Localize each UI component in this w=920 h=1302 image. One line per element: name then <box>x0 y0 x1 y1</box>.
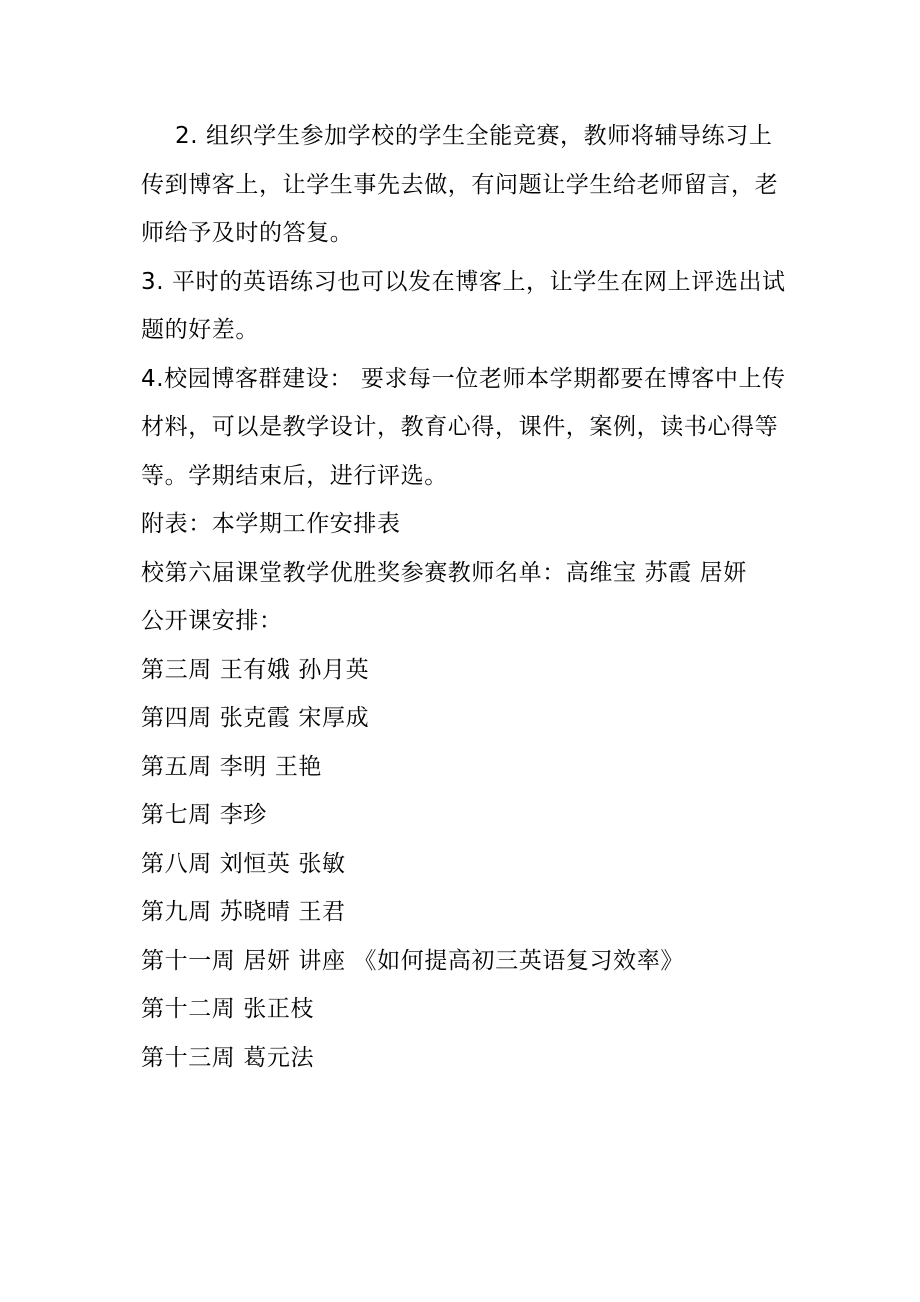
schedule-row-week-7: 第七周 李珍 <box>141 802 267 828</box>
teacher-list: 校第六届课堂教学优胜奖参赛教师名单：高维宝 苏霞 居妍 <box>141 559 747 586</box>
schedule-row-week-13: 第十三周 葛元法 <box>141 1044 315 1071</box>
open-class-heading: 公开课安排： <box>141 608 283 634</box>
schedule-row-week-11: 第十一周 居妍 讲座 《如何提高初三英语复习效率》 <box>141 947 684 974</box>
paragraph-item-4-campus-blog: 4.校园博客群建设： 要求每一位老师本学期都要在博客中上传材料，可以是教学设计，教育心得，课件，案例，读书心得等等。学期结束后，进行评选。 <box>141 365 786 489</box>
schedule-row-week-8: 第八周 刘恒英 张敏 <box>141 850 346 877</box>
schedule-row-week-4: 第四周 张克霞 宋厚成 <box>141 705 370 731</box>
attachment-title: 附表：本学期工作安排表 <box>141 511 401 537</box>
schedule-row-week-12: 第十二周 张正枝 <box>141 996 315 1022</box>
paragraph-item-3-english-practice: 3. 平时的英语练习也可以发在博客上，让学生在网上评选出试题的好差。 <box>141 268 786 343</box>
paragraph-item-2-blog-competition: 2. 组织学生参加学校的学生全能竞赛，教师将辅导练习上传到博客上，让学生事先去做，有问题让学生给老师留言，老师给予及时的答复。 <box>141 123 779 246</box>
schedule-row-week-3: 第三周 王有娥 孙月英 <box>141 656 370 683</box>
schedule-row-week-5: 第五周 李明 王艳 <box>141 753 323 780</box>
document-body <box>141 112 791 1082</box>
schedule-row-week-9: 第九周 苏晓晴 王君 <box>141 899 346 925</box>
